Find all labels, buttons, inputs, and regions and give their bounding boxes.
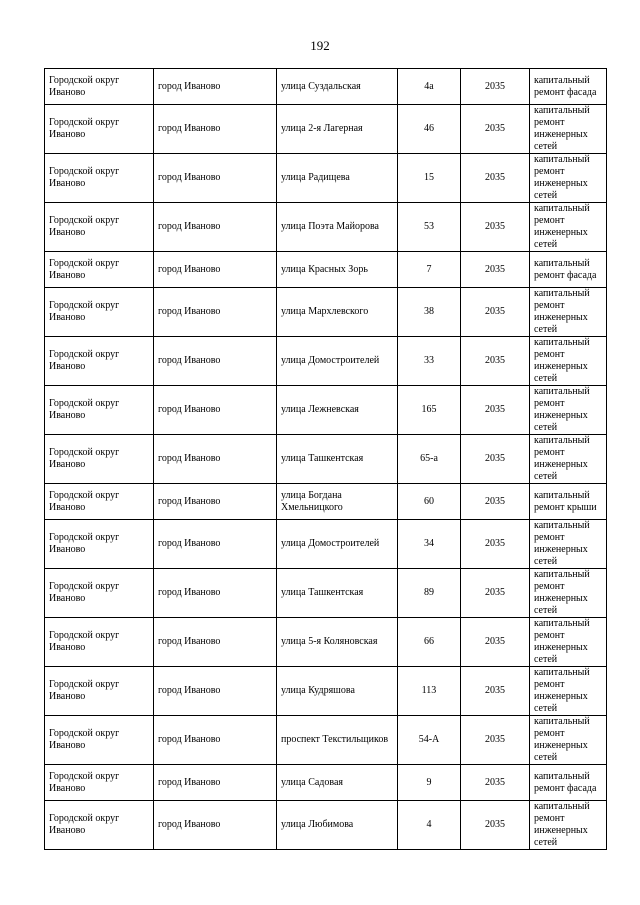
house-cell: 4 — [398, 801, 461, 850]
work-cell: капитальный ремонт инженерных сетей — [530, 105, 607, 154]
city-cell: город Иваново — [154, 765, 277, 801]
page-number: 192 — [310, 38, 330, 53]
okrug-cell: Городской округ Иваново — [45, 716, 154, 765]
year-cell: 2035 — [461, 252, 530, 288]
house-cell: 34 — [398, 520, 461, 569]
work-cell: капитальный ремонт инженерных сетей — [530, 569, 607, 618]
table-row — [45, 801, 607, 850]
street-cell: улица Суздальская — [277, 69, 398, 105]
house-cell: 33 — [398, 337, 461, 386]
work-cell: капитальный ремонт фасада — [530, 252, 607, 288]
work-cell: капитальный ремонт инженерных сетей — [530, 288, 607, 337]
okrug-cell: Городской округ Иваново — [45, 520, 154, 569]
work-cell: капитальный ремонт крыши — [530, 484, 607, 520]
work-cell: капитальный ремонт инженерных сетей — [530, 386, 607, 435]
year-cell: 2035 — [461, 801, 530, 850]
table-row — [45, 252, 607, 288]
city-cell: город Иваново — [154, 252, 277, 288]
street-cell: улица Лежневская — [277, 386, 398, 435]
street-cell: улица Радищева — [277, 154, 398, 203]
work-cell: капитальный ремонт инженерных сетей — [530, 801, 607, 850]
house-cell: 60 — [398, 484, 461, 520]
street-cell: улица Садовая — [277, 765, 398, 801]
house-cell: 113 — [398, 667, 461, 716]
okrug-cell: Городской округ Иваново — [45, 386, 154, 435]
work-cell: капитальный ремонт инженерных сетей — [530, 435, 607, 484]
table-row — [45, 105, 607, 154]
records-table — [44, 68, 607, 850]
okrug-cell: Городской округ Иваново — [45, 105, 154, 154]
city-cell: город Иваново — [154, 484, 277, 520]
table-row — [45, 569, 607, 618]
street-cell: улица 2-я Лагерная — [277, 105, 398, 154]
house-cell: 46 — [398, 105, 461, 154]
table-row — [45, 337, 607, 386]
year-cell: 2035 — [461, 484, 530, 520]
work-cell: капитальный ремонт инженерных сетей — [530, 667, 607, 716]
table-row — [45, 716, 607, 765]
work-cell: капитальный ремонт инженерных сетей — [530, 154, 607, 203]
street-cell: улица Мархлевского — [277, 288, 398, 337]
year-cell: 2035 — [461, 667, 530, 716]
table-row — [45, 386, 607, 435]
year-cell: 2035 — [461, 765, 530, 801]
okrug-cell: Городской округ Иваново — [45, 337, 154, 386]
house-cell: 165 — [398, 386, 461, 435]
okrug-cell: Городской округ Иваново — [45, 435, 154, 484]
street-cell: улица Домостроителей — [277, 337, 398, 386]
table-row — [45, 288, 607, 337]
house-cell: 7 — [398, 252, 461, 288]
okrug-cell: Городской округ Иваново — [45, 801, 154, 850]
house-cell: 38 — [398, 288, 461, 337]
house-cell: 54-А — [398, 716, 461, 765]
table-row — [45, 618, 607, 667]
street-cell: улица Красных Зорь — [277, 252, 398, 288]
city-cell: город Иваново — [154, 716, 277, 765]
okrug-cell: Городской округ Иваново — [45, 618, 154, 667]
city-cell: город Иваново — [154, 337, 277, 386]
street-cell: улица Домостроителей — [277, 520, 398, 569]
table-row — [45, 203, 607, 252]
city-cell: город Иваново — [154, 569, 277, 618]
year-cell: 2035 — [461, 569, 530, 618]
year-cell: 2035 — [461, 716, 530, 765]
city-cell: город Иваново — [154, 105, 277, 154]
city-cell: город Иваново — [154, 520, 277, 569]
okrug-cell: Городской округ Иваново — [45, 252, 154, 288]
city-cell: город Иваново — [154, 386, 277, 435]
okrug-cell: Городской округ Иваново — [45, 288, 154, 337]
okrug-cell: Городской округ Иваново — [45, 667, 154, 716]
table-row — [45, 765, 607, 801]
work-cell: капитальный ремонт инженерных сетей — [530, 618, 607, 667]
table-row — [45, 484, 607, 520]
house-cell: 53 — [398, 203, 461, 252]
street-cell: улица Кудряшова — [277, 667, 398, 716]
year-cell: 2035 — [461, 69, 530, 105]
year-cell: 2035 — [461, 105, 530, 154]
house-cell: 9 — [398, 765, 461, 801]
work-cell: капитальный ремонт инженерных сетей — [530, 337, 607, 386]
table-row — [45, 520, 607, 569]
city-cell: город Иваново — [154, 801, 277, 850]
work-cell: капитальный ремонт инженерных сетей — [530, 203, 607, 252]
city-cell: город Иваново — [154, 154, 277, 203]
okrug-cell: Городской округ Иваново — [45, 69, 154, 105]
house-cell: 89 — [398, 569, 461, 618]
year-cell: 2035 — [461, 337, 530, 386]
street-cell: улица Поэта Майорова — [277, 203, 398, 252]
city-cell: город Иваново — [154, 618, 277, 667]
work-cell: капитальный ремонт фасада — [530, 765, 607, 801]
table-row — [45, 435, 607, 484]
okrug-cell: Городской округ Иваново — [45, 765, 154, 801]
table-row — [45, 667, 607, 716]
city-cell: город Иваново — [154, 435, 277, 484]
work-cell: капитальный ремонт инженерных сетей — [530, 716, 607, 765]
okrug-cell: Городской округ Иваново — [45, 484, 154, 520]
year-cell: 2035 — [461, 288, 530, 337]
house-cell: 66 — [398, 618, 461, 667]
street-cell: улица Ташкентская — [277, 569, 398, 618]
street-cell: улица 5-я Коляновская — [277, 618, 398, 667]
table-row — [45, 154, 607, 203]
table-row — [45, 69, 607, 105]
city-cell: город Иваново — [154, 667, 277, 716]
okrug-cell: Городской округ Иваново — [45, 203, 154, 252]
street-cell: улица Богдана Хмельницкого — [277, 484, 398, 520]
year-cell: 2035 — [461, 435, 530, 484]
year-cell: 2035 — [461, 618, 530, 667]
street-cell: улица Ташкентская — [277, 435, 398, 484]
street-cell: улица Любимова — [277, 801, 398, 850]
city-cell: город Иваново — [154, 203, 277, 252]
year-cell: 2035 — [461, 154, 530, 203]
work-cell: капитальный ремонт фасада — [530, 69, 607, 105]
city-cell: город Иваново — [154, 69, 277, 105]
year-cell: 2035 — [461, 203, 530, 252]
year-cell: 2035 — [461, 520, 530, 569]
house-cell: 15 — [398, 154, 461, 203]
city-cell: город Иваново — [154, 288, 277, 337]
street-cell: проспект Текстильщиков — [277, 716, 398, 765]
okrug-cell: Городской округ Иваново — [45, 154, 154, 203]
work-cell: капитальный ремонт инженерных сетей — [530, 520, 607, 569]
okrug-cell: Городской округ Иваново — [45, 569, 154, 618]
house-cell: 4а — [398, 69, 461, 105]
year-cell: 2035 — [461, 386, 530, 435]
house-cell: 65-а — [398, 435, 461, 484]
